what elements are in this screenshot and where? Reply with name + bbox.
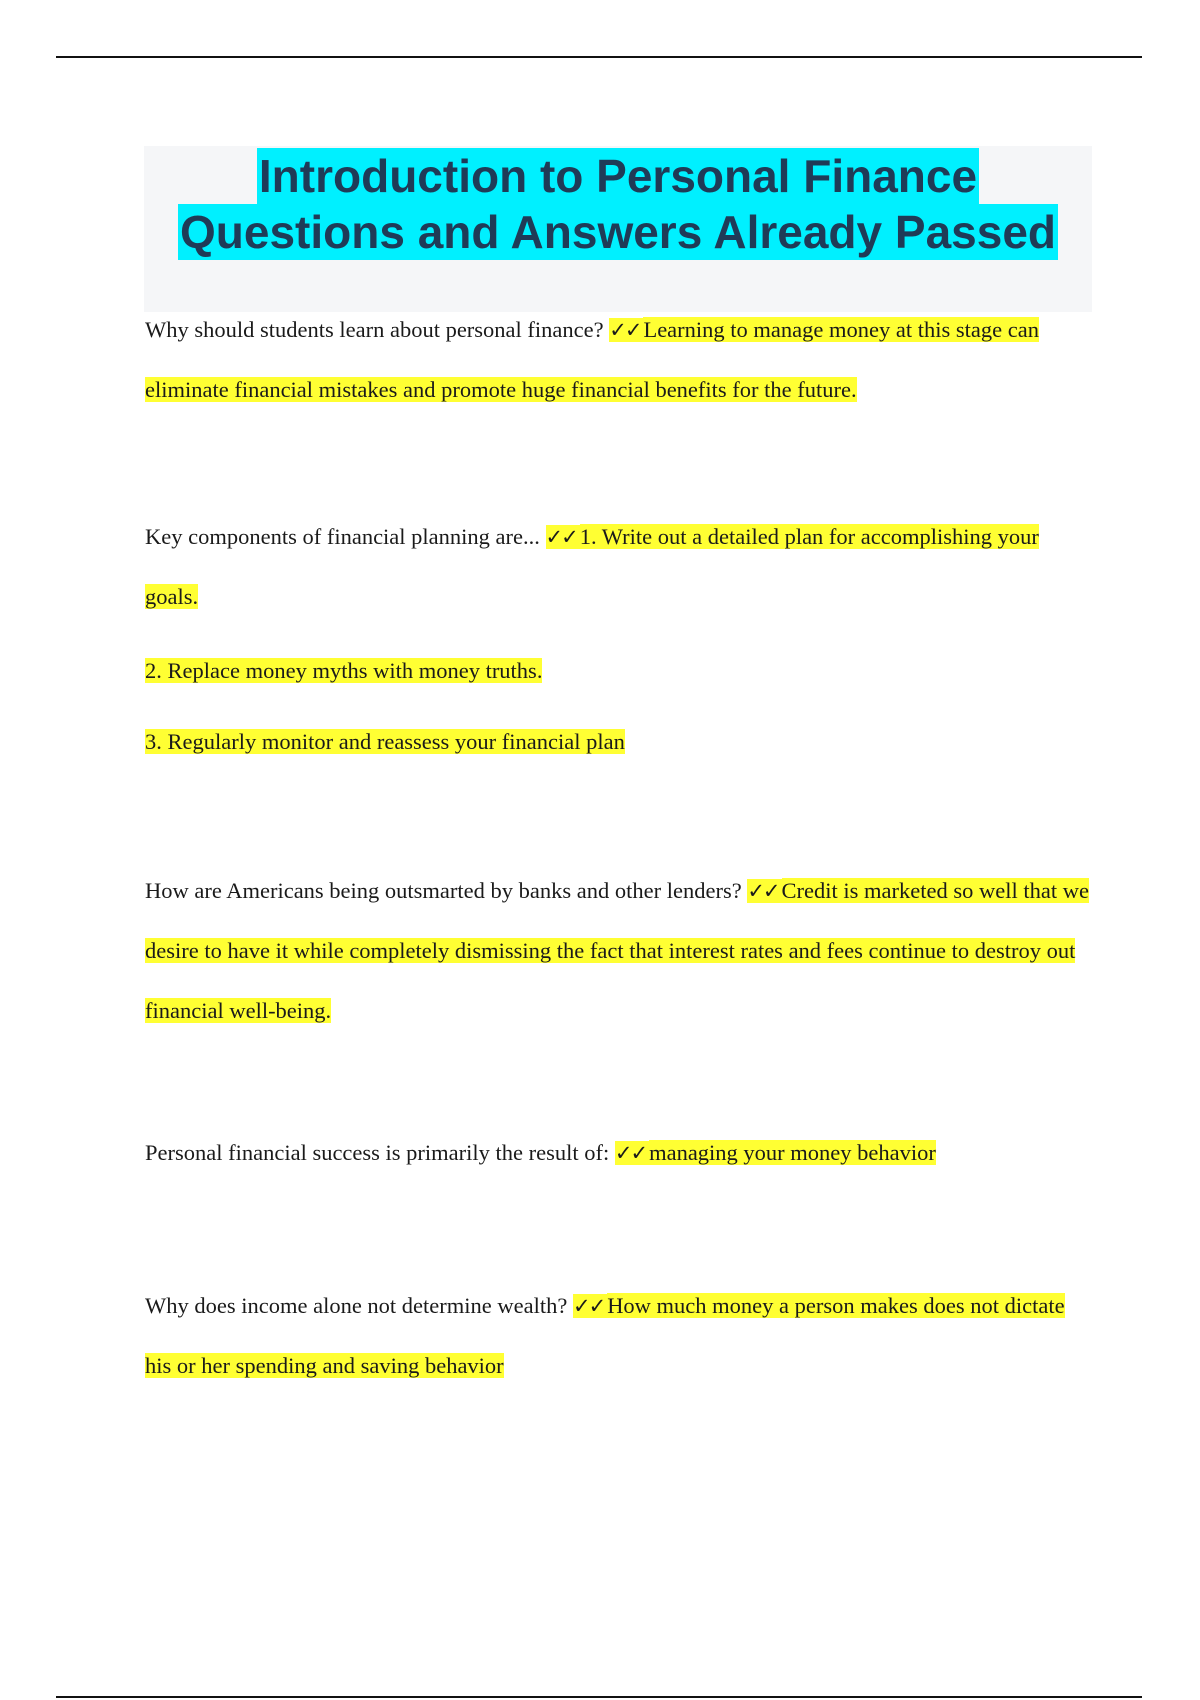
answer-text: managing your money behavior (649, 1140, 936, 1165)
answer-list-item (145, 712, 1095, 772)
qa-item (145, 861, 1095, 1041)
answer-line: 2. Replace money myths with money truths. (145, 658, 543, 683)
answer-line: 3. Regularly monitor and reassess your financial plan (145, 729, 625, 754)
double-check-icon: ✓✓ (615, 1141, 649, 1165)
answer-list-item (145, 641, 1095, 701)
qa-paragraph (145, 507, 1095, 627)
answer-text: Credit is marketed so well that we desire to have it while completely dismissing the fact that interest rates and fees continue to destroy out financial well-being. (145, 878, 1089, 1023)
top-rule (56, 56, 1142, 58)
qa-paragraph (145, 300, 1095, 420)
qa-item (145, 300, 1095, 420)
qa-item (145, 1123, 1095, 1183)
double-check-icon: ✓✓ (573, 1294, 607, 1318)
question-text: How are Americans being outsmarted by banks and other lenders? (145, 878, 748, 903)
double-check-icon: ✓✓ (546, 525, 580, 549)
document-title (144, 146, 1092, 312)
double-check-icon: ✓✓ (747, 879, 781, 903)
qa-paragraph (145, 1276, 1095, 1396)
bottom-rule (56, 1696, 1142, 1698)
question-text: Why should students learn about personal finance? (145, 317, 610, 342)
qa-paragraph (145, 861, 1095, 1041)
double-check-icon: ✓✓ (609, 318, 643, 342)
question-text: Personal financial success is primarily the result of: (145, 1140, 615, 1165)
question-text: Why does income alone not determine wealth? (145, 1293, 573, 1318)
qa-item (145, 507, 1095, 627)
qa-item (145, 1276, 1095, 1396)
question-text: Key components of financial planning are... (145, 524, 546, 549)
answer-text: How much money a person makes does not dictate his or her spending and saving behavior (145, 1293, 1065, 1378)
title-line-2: Questions and Answers Already Passed (179, 206, 1057, 258)
answer-text: Learning to manage money at this stage can eliminate financial mistakes and promote huge financial benefits for the future. (145, 317, 1039, 402)
answer-text: 1. Write out a detailed plan for accomplishing your goals. (145, 524, 1039, 609)
title-line-1: Introduction to Personal Finance (258, 150, 978, 202)
qa-paragraph (145, 1123, 1095, 1183)
